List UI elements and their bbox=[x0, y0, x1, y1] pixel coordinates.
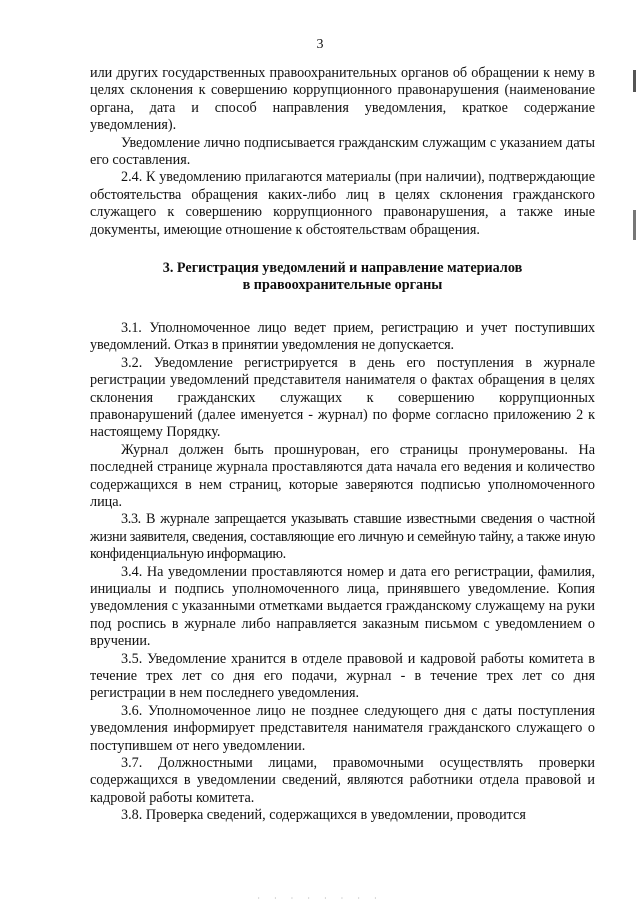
scan-artifact-dots: · · · · · · · · bbox=[257, 894, 383, 903]
paragraph: 3.5. Уведомление хранится в отделе правовой и кадровой работы комитета в течение трех лет со дня его подачи, журнал - в течение трех лет со дня регистрации в нем последнего уведомления. bbox=[90, 650, 595, 702]
scan-edge-mark bbox=[633, 210, 636, 240]
scan-edge-mark bbox=[633, 70, 636, 92]
paragraph: 3.1. Уполномоченное лицо ведет прием, регистрацию и учет поступивших уведомлений. Отказ в принятии уведомления не допускается. bbox=[90, 319, 595, 354]
paragraph: 3.2. Уведомление регистрируется в день его поступления в журнале регистрации уведомлений представителя нанимателя о фактах обращения в целях склонения гражданских служащих к совершению коррупционных правонарушений (далее именуется - журнал) по форме согласно приложению 2 к настоящему Порядку. bbox=[90, 354, 595, 441]
section-heading-line: в правоохранительные органы bbox=[242, 277, 443, 294]
paragraph: 2.4. К уведомлению прилагаются материалы (при наличии), подтверждающие обстоятельства обращения каких-либо лиц в целях склонения гражданского служащего к совершению коррупционного правонарушения, а также иные документы, имеющие отношение к обстоятельствам обращения. bbox=[90, 169, 595, 238]
paragraph: 3.4. На уведомлении проставляются номер и дата его регистрации, фамилия, инициалы и подпись уполномоченного лица, принявшего уведомление. Копия уведомления с указанными отметками выдается гражданскому служащему на руки под роспись в журнале либо направляется заказным письмом с уведомлением о вручении. bbox=[90, 563, 595, 650]
section-heading-line: 3. Регистрация уведомлений и направление материалов bbox=[162, 260, 523, 277]
paragraph: или других государственных правоохранительных органов об обращении к нему в целях склонения к совершению коррупционного правонарушения (наименование органа, дата и способ направления уведомления, краткое содержание уведомления). bbox=[90, 65, 595, 134]
paragraph: 3.6. Уполномоченное лицо не позднее следующего дня с даты поступления уведомления информирует представителя нанимателя гражданского служащего о поступившем от него уведомлении. bbox=[90, 702, 595, 754]
paragraph: 3.3. В журнале запрещается указывать ставшие известными сведения о частной жизни заявителя, сведения, составляющие его личную и семейную тайну, а также иную конфиденциальную информацию. bbox=[90, 511, 595, 563]
paragraph: Журнал должен быть прошнурован, его страницы пронумерованы. На последней странице журнала проставляются дата начала его ведения и количество содержащихся в нем страниц, которые заверяются подписью уполномоченного лица. bbox=[90, 441, 595, 510]
page-number: 3 bbox=[316, 37, 324, 52]
document-body bbox=[90, 65, 595, 825]
paragraph: 3.7. Должностными лицами, правомочными осуществлять проверки содержащихся в уведомлении сведений, являются работники отдела правовой и кадровой работы комитета. bbox=[90, 755, 595, 806]
section-heading bbox=[90, 260, 595, 295]
paragraph: Уведомление лично подписывается гражданским служащим с указанием даты его составления. bbox=[90, 134, 595, 169]
paragraph: 3.8. Проверка сведений, содержащихся в уведомлении, проводится bbox=[121, 807, 526, 824]
